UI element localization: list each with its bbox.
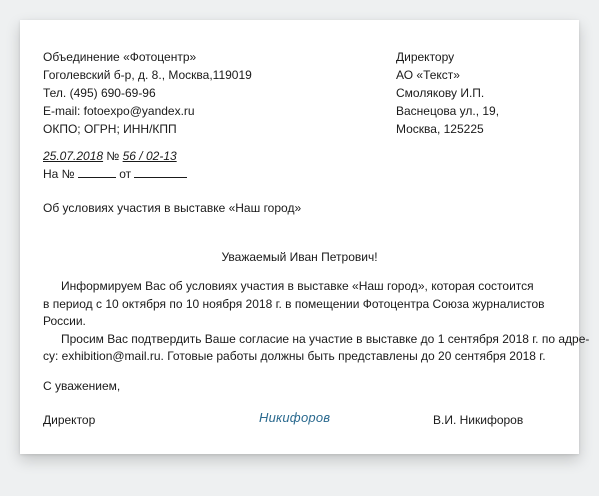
body-paragraph-2-line-1: Просим Вас подтвердить Ваше согласие на участие в выставке до 1 сентября 2018 г. по адре- [61,332,590,346]
signature-name: В.И. Никифоров [433,413,524,427]
reference-from-label: от [119,167,132,181]
registration-number-label: № [106,149,120,163]
sender-line-2: Гоголевский б-р, д. 8., Москва,119019 [43,68,252,82]
recipient-line-4: Васнецова ул., 19, [396,104,500,118]
recipient-line-2: АО «Текст» [396,68,460,82]
reference-number-blank [78,166,116,178]
letter-greeting: Уважаемый Иван Петрович! [221,250,378,264]
recipient-line-5: Москва, 125225 [396,122,484,136]
reference-date-blank [134,166,187,178]
recipient-line-1: Директору [396,50,455,64]
handwritten-signature: Никифоров [259,410,331,425]
body-paragraph-1-line-2: в период с 10 октября по 10 ноября 2018 г. в помещении Фотоцентра Союза журналистов [43,297,545,311]
registration-date: 25.07.2018 [43,149,104,163]
body-paragraph-1-line-1: Информируем Вас об условиях участия в выставке «Наш город», которая состоится [61,279,534,293]
reference-line [43,165,187,183]
sender-line-4: E-mail: fotoexpo@yandex.ru [43,104,195,118]
letter-page [20,20,590,454]
letter-subject: Об условиях участия в выставке «Наш город» [43,201,302,215]
reference-label: На № [43,167,75,181]
recipient-line-3: Смолякову И.П. [396,86,485,100]
sender-line-5: ОКПО; ОГРН; ИНН/КПП [43,122,177,136]
sender-line-3: Тел. (495) 690-69-96 [43,86,156,100]
body-paragraph-2-line-2: су: exhibition@mail.ru. Готовые работы должны быть представлены до 20 сентября 2018 г. [43,349,546,363]
sender-line-1: Объединение «Фотоцентр» [43,50,197,64]
body-paragraph-1-line-3: России. [43,314,86,328]
registration-number: 56 / 02-13 [122,149,177,163]
signature-position: Директор [43,413,96,427]
letter-closing: С уважением, [43,379,121,393]
registration-line [43,147,177,165]
